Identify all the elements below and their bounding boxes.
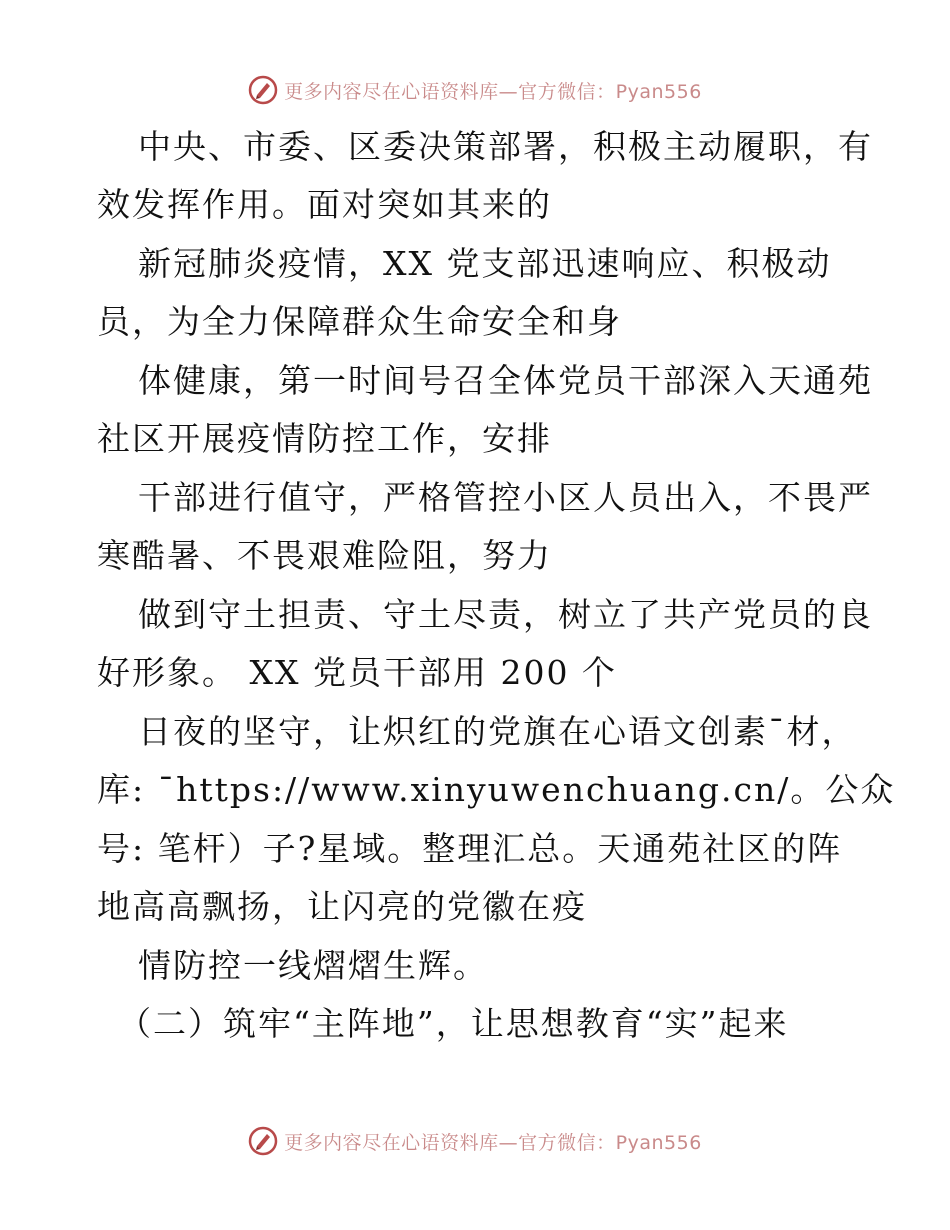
text-line: 号: 笔杆）子?星域。整理汇总。天通苑社区的阵 xyxy=(97,829,843,868)
text-line: 中央、市委、区委决策部署，积极主动履职，有 xyxy=(138,127,873,166)
text-line: 干部进行值守，严格管控小区人员出入，不畏严 xyxy=(138,478,873,517)
text-line: 做到守土担责、守土尽责，树立了共产党员的良 xyxy=(138,595,873,634)
text-line: 情防控一线熠熠生辉。 xyxy=(138,946,488,985)
text-line: 社区开展疫情防控工作，安排 xyxy=(97,419,552,458)
text-line: 效发挥作用。面对突如其来的 xyxy=(97,185,552,224)
section-heading: （二）筑牢“主阵地”，让思想教育“实”起来 xyxy=(118,1004,789,1043)
header-watermark-banner xyxy=(0,70,950,110)
logo-icon xyxy=(248,75,278,105)
text-line: 日夜的坚守，让炽红的党旗在心语文创素¯材， xyxy=(138,712,857,751)
text-line: 地高高飘扬，让闪亮的党徽在疫 xyxy=(97,887,587,926)
text-line: 员，为全力保障群众生命安全和身 xyxy=(97,302,622,341)
logo-icon xyxy=(248,1126,278,1156)
header-watermark-text: 更多内容尽在心语资料库—官方微信：Pyan556 xyxy=(284,80,702,103)
text-line: 库: ¯https://www.xinyuwenchuang.cn/。公众 xyxy=(97,770,896,809)
footer-watermark-banner xyxy=(0,1121,950,1161)
text-line: 体健康，第一时间号召全体党员干部深入天通苑 xyxy=(138,361,873,400)
footer-watermark-text: 更多内容尽在心语资料库—官方微信：Pyan556 xyxy=(284,1131,702,1154)
text-line: 新冠肺炎疫情，XX 党支部迅速响应、积极动 xyxy=(138,244,832,283)
text-line: 好形象。 XX 党员干部用 200 个 xyxy=(97,653,617,692)
text-line: 寒酷暑、不畏艰难险阻，努力 xyxy=(97,536,552,575)
